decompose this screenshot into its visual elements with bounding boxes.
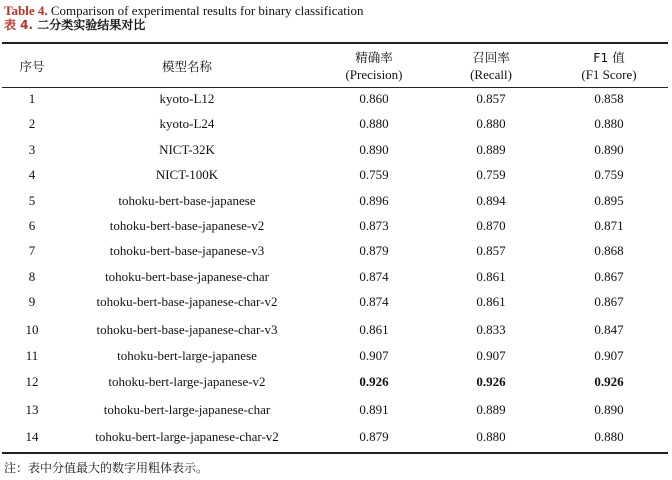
cell-index: 14	[25, 429, 39, 445]
cell-index: 5	[28, 192, 36, 208]
cell-model: tohoku-bert-base-japanese	[118, 192, 256, 208]
cell-precision: 0.874	[359, 268, 389, 284]
cell-model: kyoto-L24	[159, 116, 215, 132]
cell-f1: 0.759	[594, 167, 624, 183]
cell-recall: 0.861	[476, 294, 506, 310]
table-row	[0, 289, 672, 315]
cell-f1: 0.895	[594, 192, 624, 208]
table-row	[0, 264, 672, 290]
caption-label-zh: 表 4.	[4, 18, 34, 32]
header-precision-zh: 精确率	[355, 50, 393, 65]
cell-model: tohoku-bert-large-japanese	[117, 348, 257, 363]
cell-recall: 0.889	[476, 141, 506, 157]
cell-recall: 0.870	[476, 218, 506, 233]
cell-index: 11	[25, 348, 39, 363]
cell-f1: 0.868	[594, 243, 624, 259]
header-index-label: 序号	[19, 58, 45, 74]
cell-recall: 0.907	[476, 348, 506, 363]
cell-index: 4	[28, 167, 36, 183]
table-row	[0, 369, 672, 395]
cell-model: tohoku-bert-base-japanese-char-v2	[96, 294, 278, 310]
cell-precision: 0.873	[359, 218, 389, 233]
cell-f1: 0.880	[594, 116, 624, 132]
cell-index: 1	[28, 91, 36, 106]
cell-index: 12	[25, 374, 39, 390]
cell-recall: 0.926	[476, 374, 506, 390]
cell-precision: 0.880	[359, 116, 389, 132]
cell-index: 10	[25, 321, 39, 337]
cell-precision: 0.926	[359, 374, 389, 390]
cell-model: NICT-32K	[159, 141, 215, 157]
cell-model: tohoku-bert-large-japanese-char-v2	[95, 429, 279, 445]
table-row	[0, 317, 672, 343]
header-recall-zh: 召回率	[472, 50, 510, 65]
cell-recall: 0.894	[476, 192, 506, 208]
table-row	[0, 397, 672, 423]
cell-model: tohoku-bert-base-japanese-v2	[109, 218, 265, 233]
cell-recall: 0.857	[476, 243, 506, 259]
cell-recall: 0.833	[476, 321, 506, 337]
cell-model: tohoku-bert-large-japanese-v2	[108, 374, 266, 390]
header-recall-en: (Recall)	[470, 67, 512, 82]
cell-index: 6	[28, 218, 36, 233]
cell-f1: 0.867	[594, 268, 624, 284]
cell-recall: 0.880	[476, 116, 506, 132]
cell-recall: 0.857	[476, 91, 506, 106]
cell-index: 8	[28, 268, 36, 284]
cell-f1: 0.847	[594, 321, 624, 337]
cell-precision: 0.861	[359, 321, 389, 337]
cell-index: 7	[28, 243, 36, 259]
cell-f1: 0.858	[594, 91, 624, 106]
cell-recall: 0.889	[476, 401, 506, 417]
table-row	[0, 213, 672, 239]
cell-f1: 0.871	[594, 218, 624, 233]
cell-model: NICT-100K	[155, 167, 219, 183]
cell-f1: 0.890	[594, 401, 624, 417]
cell-index: 13	[25, 401, 39, 417]
cell-model: kyoto-L12	[159, 91, 215, 106]
cell-f1: 0.890	[594, 141, 624, 157]
table-note: 注：表中分值最大的数字用粗体表示。	[4, 461, 209, 475]
table-row	[0, 238, 672, 264]
cell-precision: 0.879	[359, 243, 389, 259]
header-f1-zh: F1 值	[593, 50, 625, 65]
cell-index: 9	[28, 294, 36, 310]
cell-precision: 0.860	[359, 91, 389, 106]
header-precision-en: (Precision)	[345, 67, 403, 82]
table-bottom-rule	[2, 452, 668, 454]
cell-precision: 0.874	[359, 294, 389, 310]
cell-model: tohoku-bert-base-japanese-char-v3	[96, 321, 278, 337]
cell-precision: 0.907	[359, 348, 389, 363]
cell-index: 2	[28, 116, 36, 132]
table-row	[0, 86, 672, 112]
cell-precision: 0.890	[359, 141, 389, 157]
cell-precision: 0.759	[359, 167, 389, 183]
table-row	[0, 424, 672, 450]
cell-f1: 0.907	[594, 348, 624, 363]
caption-text-zh: 二分类实验结果对比	[37, 18, 146, 32]
cell-model: tohoku-bert-large-japanese-char	[103, 401, 271, 417]
cell-f1: 0.880	[594, 429, 624, 445]
cell-f1: 0.867	[594, 294, 624, 310]
cell-model: tohoku-bert-base-japanese-v3	[109, 243, 265, 259]
table-row	[0, 343, 672, 369]
table-row	[0, 162, 672, 188]
header-model-label: 模型名称	[161, 58, 212, 74]
caption-label-en: Table 4.	[4, 3, 48, 18]
cell-model: tohoku-bert-base-japanese-char	[105, 268, 269, 284]
header-f1-en: (F1 Score)	[581, 67, 637, 82]
cell-recall: 0.880	[476, 429, 506, 445]
cell-precision: 0.879	[359, 429, 389, 445]
cell-recall: 0.759	[476, 167, 506, 183]
table-row	[0, 188, 672, 214]
table-row	[0, 111, 672, 137]
cell-f1: 0.926	[594, 374, 624, 390]
caption-text-en: Comparison of experimental results for binary classification	[50, 3, 364, 18]
cell-precision: 0.896	[359, 192, 389, 208]
cell-recall: 0.861	[476, 268, 506, 284]
table-row	[0, 137, 672, 163]
cell-index: 3	[28, 141, 36, 157]
cell-precision: 0.891	[359, 401, 389, 417]
